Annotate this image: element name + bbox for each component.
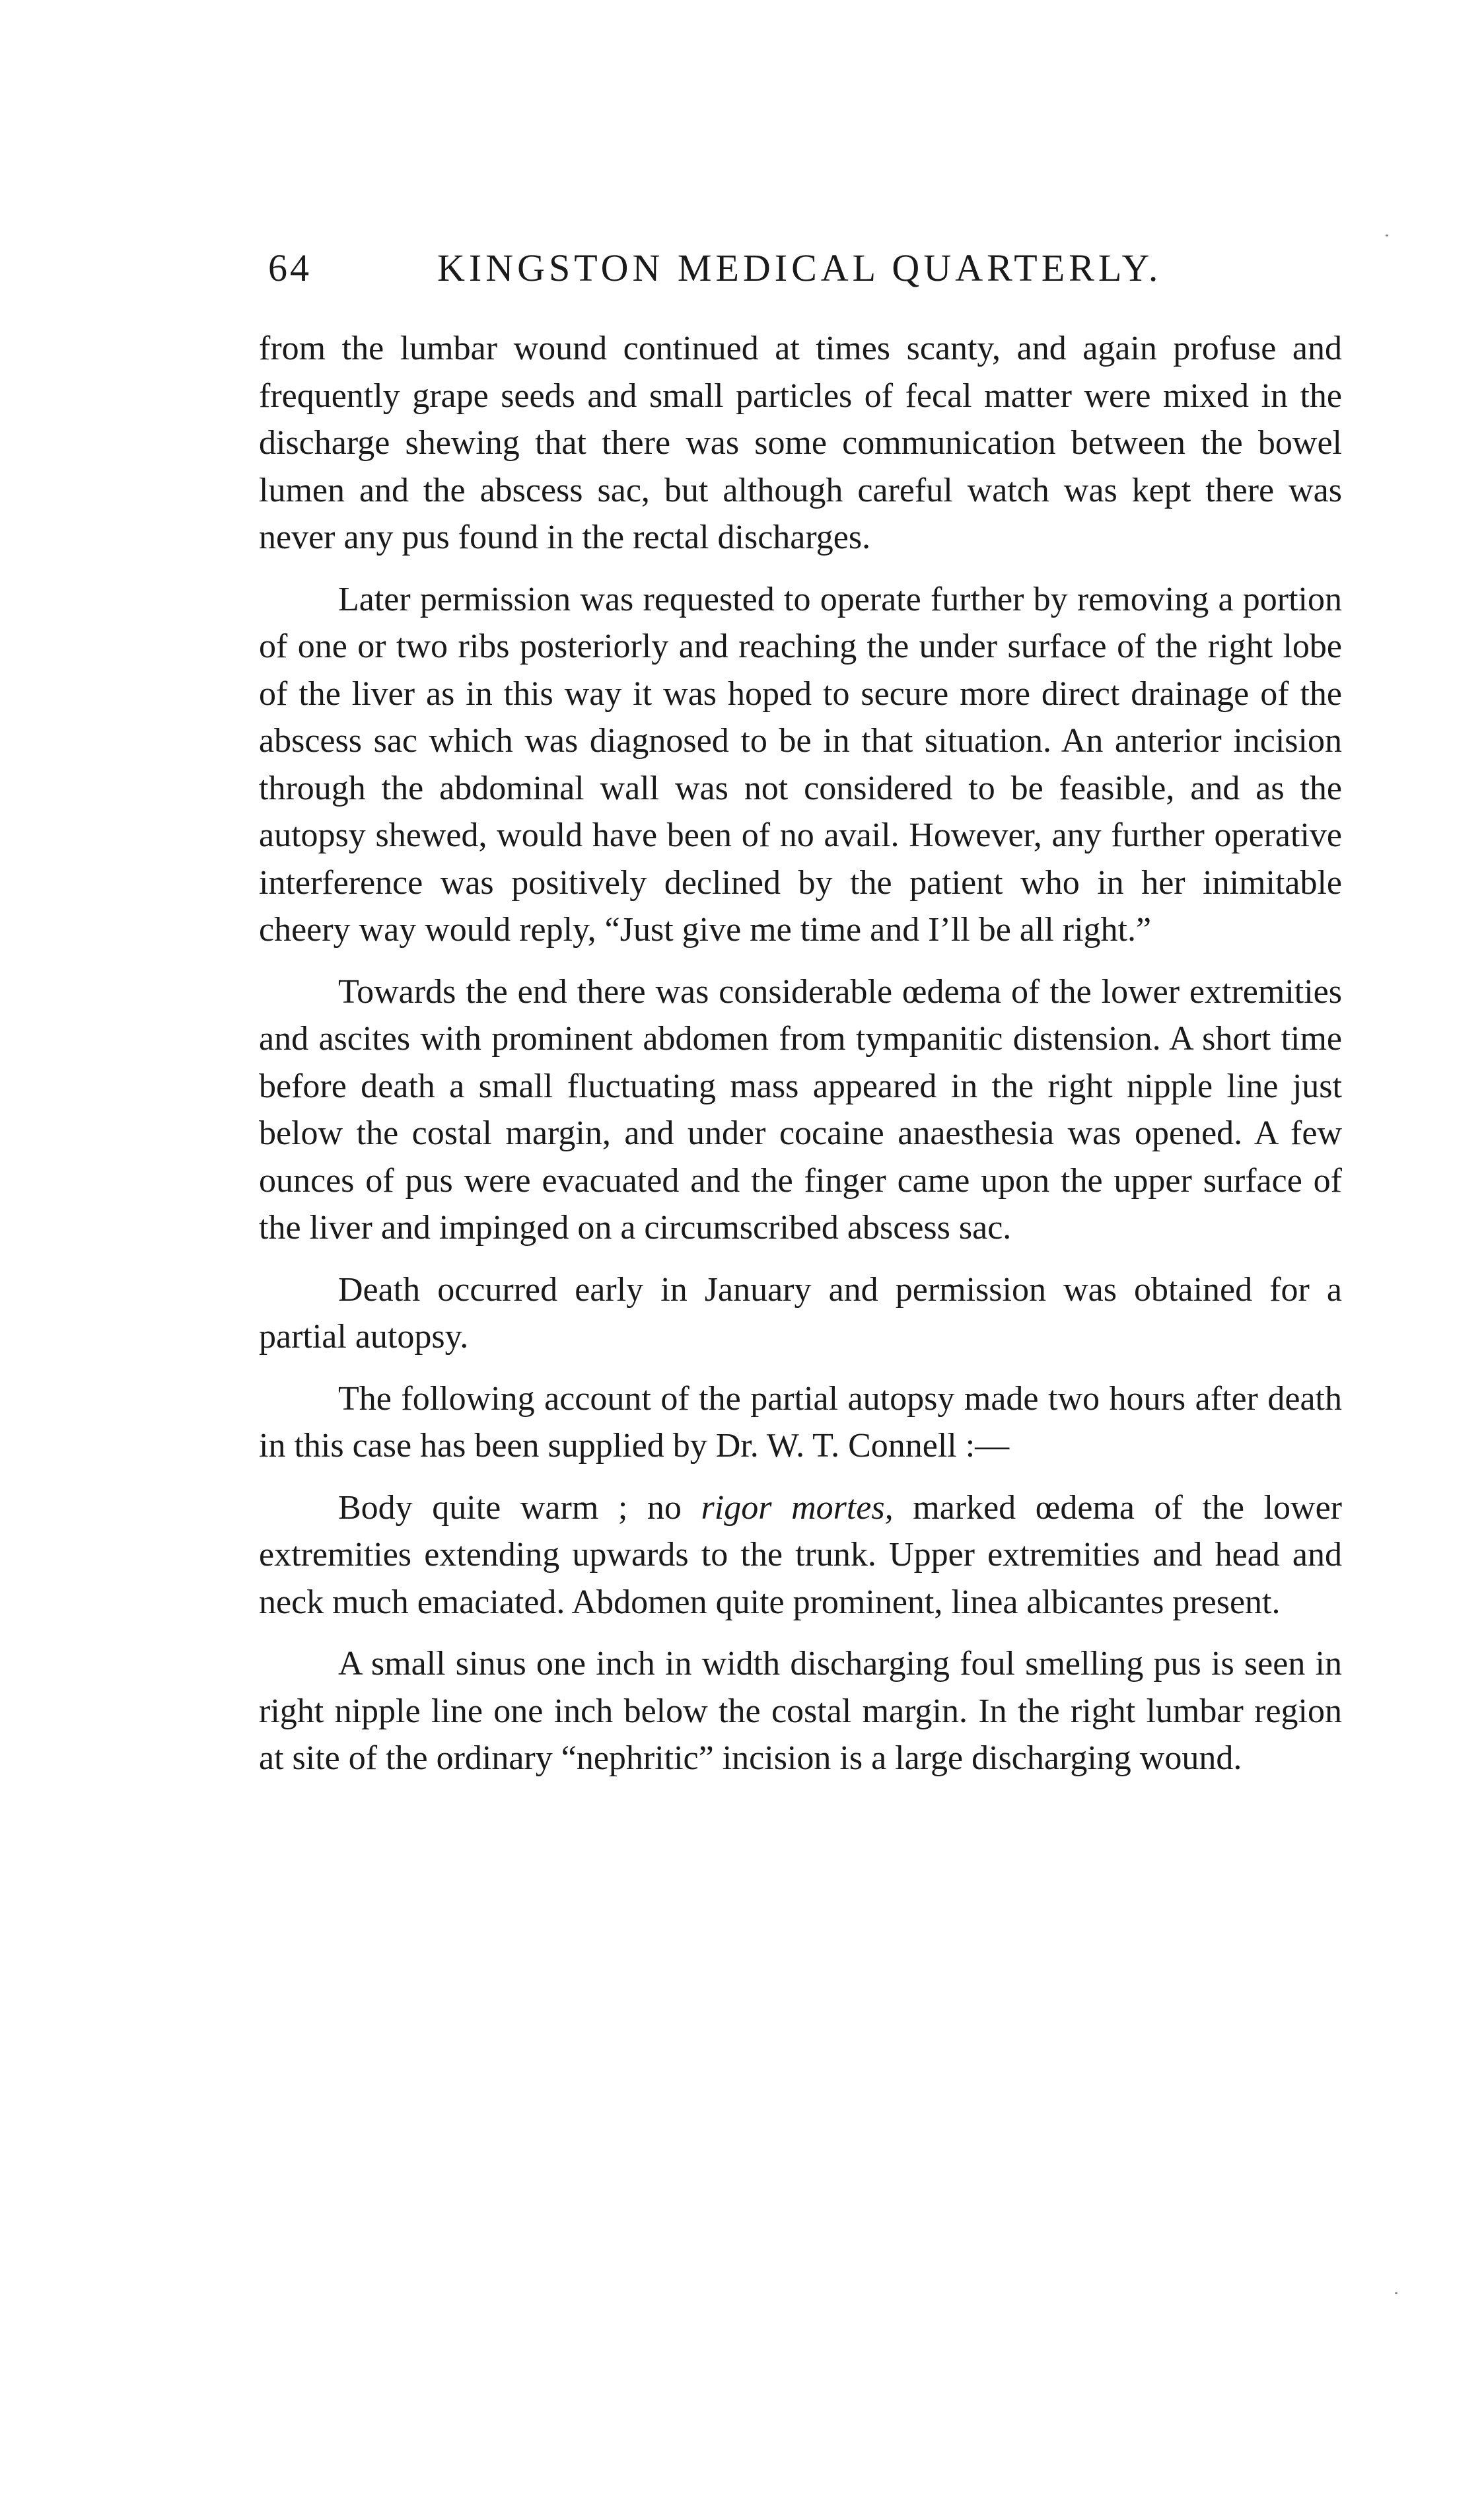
paragraph-4: Death occurred early in January and permission was obtained for a partial autopsy. xyxy=(259,1270,1342,1356)
paragraph-5: The following account of the partial autopsy made two hours after death in this case has been supplied by Dr. W. T. Connell :— xyxy=(259,1379,1342,1465)
paragraph-6-text-start: Body quite warm ; no xyxy=(338,1488,701,1527)
body-text xyxy=(259,325,1342,1797)
paragraph-6-text-end: marked œdema of the lower extremities extending upwards to the trunk. Upper extremities and head and neck much emaciated. Abdomen quite prominent, linea albicantes present. xyxy=(259,1488,1342,1621)
paragraph-1: from the lumbar wound continued at times scanty, and again profuse and frequently grape seeds and small particles of fecal matter were mixed in the discharge shewing that there was some communication between the bowel lumen and the abscess sac, but although careful watch was kept there was never any pus found in the rectal discharges. xyxy=(259,330,1342,556)
page-number: 64 xyxy=(268,246,312,289)
page-header xyxy=(268,246,1351,305)
scan-speck xyxy=(1386,235,1388,236)
paragraph-3: Towards the end there was considerable œdema of the lower extremities and ascites with prominent abdomen from tympanitic distension. A short time before death a small fluctuating mass appeared in the right nipple line just below the costal margin, and under cocaine anaesthesia was opened. A few ounces of pus were evacuated and the finger came upon the upper surface of the liver and impinged on a circumscribed abscess sac. xyxy=(259,972,1342,1247)
paragraph-6-italic-term: rigor mortes, xyxy=(701,1488,894,1527)
running-title: KINGSTON MEDICAL QUARTERLY. xyxy=(437,246,1162,289)
paragraph-2: Later permission was requested to operate further by removing a portion of one or two ribs posteriorly and reaching the under surface of the right lobe of the liver as in this way it was hoped to secure more direct drainage of the abscess sac which was diagnosed to be in that situation. An anterior incision through the abdominal wall was not considered to be feasible, and as the autopsy shewed, would have been of no avail. However, any further operative interference was positively declined by the patient who in her inimitable cheery way would reply, “Just give me time and I’ll be all right.” xyxy=(259,580,1342,949)
paragraph-6 xyxy=(259,1484,1342,1626)
scan-speck xyxy=(1395,2292,1397,2294)
paragraph-7: A small sinus one inch in width discharging foul smelling pus is seen in right nipple line one inch below the costal margin. In the right lumbar region at site of the ordinary “nephritic” incision is a large discharging wound. xyxy=(259,1645,1342,1777)
